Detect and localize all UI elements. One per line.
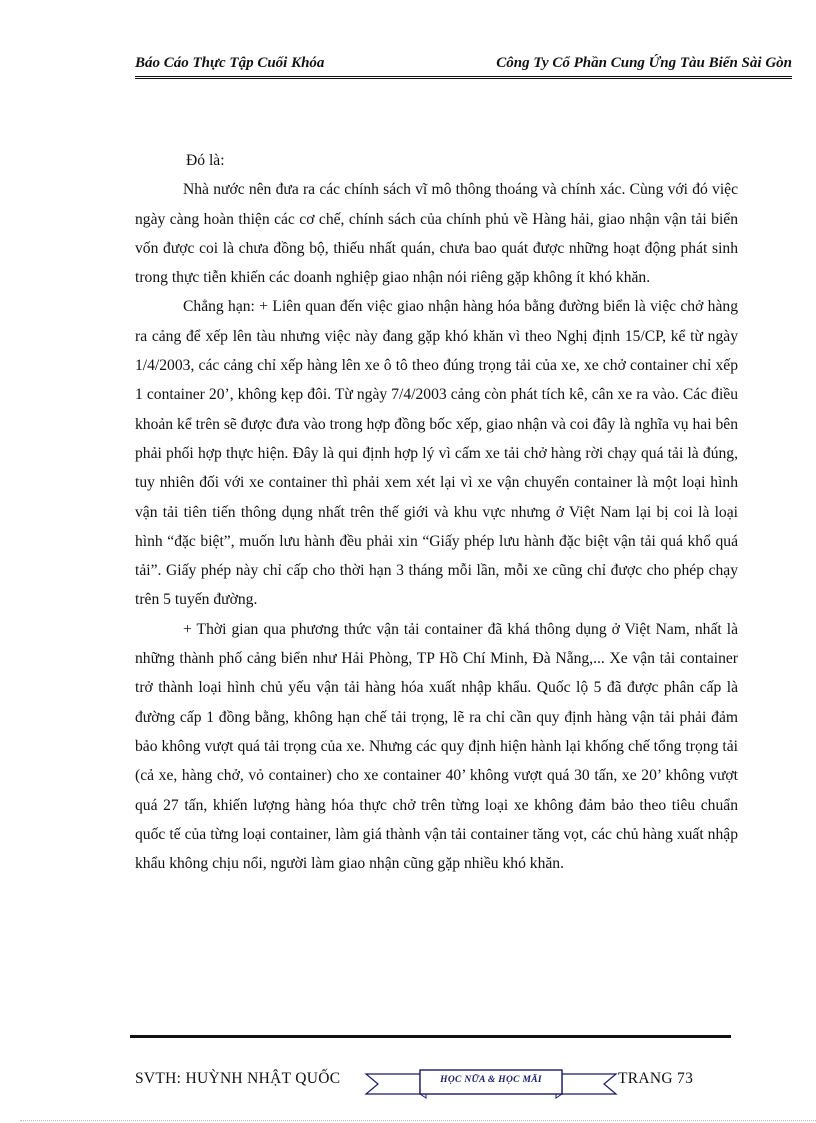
footer-author: SVTH: HUỲNH NHẬT QUỐC <box>135 1070 341 1087</box>
footer-banner <box>364 1068 618 1100</box>
paragraph-container: + Thời gian qua phương thức vận tải container đã khá thông dụng ở Việt Nam, nhất là những thành phố cảng biển như Hải Phòng, TP Hồ Chí Minh, Đà Nẵng,... Xe vận tải container trở thành loại hình chủ yếu vận tải hàng hóa xuất nhập khẩu. Quốc lộ 5 đã được phân cấp là đường cấp 1 đồng bằng, không hạn chế tải trọng, lẽ ra chỉ cần quy định hàng vận tải phải đảm bảo không vượt quá tải trọng của xe. Nhưng các quy định hiện hành lại khống chế tổng trọng tải (cả xe, hàng chở, vỏ container) cho xe container 40’ không vượt quá 30 tấn, xe 20’ không vượt quá 27 tấn, khiến lượng hàng hóa thực chở trên từng loại xe không đảm bảo theo tiêu chuẩn quốc tế của từng loại container, làm giá thành vận tải container tăng vọt, các chủ hàng xuất nhập khẩu không chịu nổi, người làm giao nhận cũng gặp nhiều khó khăn. <box>135 620 738 873</box>
document-body <box>135 146 738 878</box>
header-report-title: Báo Cáo Thực Tập Cuối Khóa <box>135 55 325 71</box>
header-rule <box>135 76 792 79</box>
paragraph-example: Chẳng hạn: + Liên quan đến việc giao nhận hàng hóa bằng đường biển là việc chở hàng ra cảng để xếp lên tàu nhưng việc này đang gặp khó khăn vì theo Nghị định 15/CP, kể từ ngày 1/4/2003, các cảng chỉ xếp hàng lên xe ô tô theo đúng trọng tải của xe, xe chở container chỉ xếp 1 container 20’, không kẹp đôi. Từ ngày 7/4/2003 cảng còn phát tích kê, cân xe ra vào. Các điều khoản kể trên sẽ được đưa vào trong hợp đồng bốc xếp, giao nhận và coi đây là nghĩa vụ hai bên phải phối hợp thực hiện. Đây là qui định hợp lý vì cấm xe tải chở hàng rời chạy quá tải là đúng, tuy nhiên đối với xe container thì phải xem xét lại vì xe vận chuyển container là một loại hình vận tải tiên tiến thông dụng nhất trên thế giới và khu vực nhưng ở Việt Nam lại bị coi là loại hình “đặc biệt”, muốn lưu hành đều phải xin “Giấy phép lưu hành đặc biệt vận tải quá khổ quá tải”. Giấy phép này chỉ cấp cho thời hạn 3 tháng mỗi lần, mỗi xe cũng chỉ được cho phép chạy trên 5 tuyến đường. <box>135 298 738 609</box>
paragraph-intro: Đó là: <box>186 152 225 169</box>
paragraph-policy: Nhà nước nên đưa ra các chính sách vĩ mô thông thoáng và chính xác. Cùng với đó việc ngày càng hoàn thiện các cơ chế, chính sách của chính phủ về Hàng hải, giao nhận vận tải biển vốn được coi là chưa đồng bộ, thiếu nhất quán, chưa bao quát được những hoạt động phát sinh trong thực tiễn khiến các doanh nghiệp giao nhận nói riêng gặp không ít khó khăn. <box>135 181 738 287</box>
footer-rule <box>130 1035 731 1038</box>
header-company-name: Công Ty Cổ Phần Cung Ứng Tàu Biển Sài Gòn <box>496 55 792 71</box>
footer-page-number: TRANG 73 <box>618 1070 694 1087</box>
bottom-dotted-rule <box>20 1120 816 1121</box>
banner-motto: HỌC NỮA & HỌC MÃI <box>440 1075 542 1085</box>
page-header <box>135 55 792 77</box>
